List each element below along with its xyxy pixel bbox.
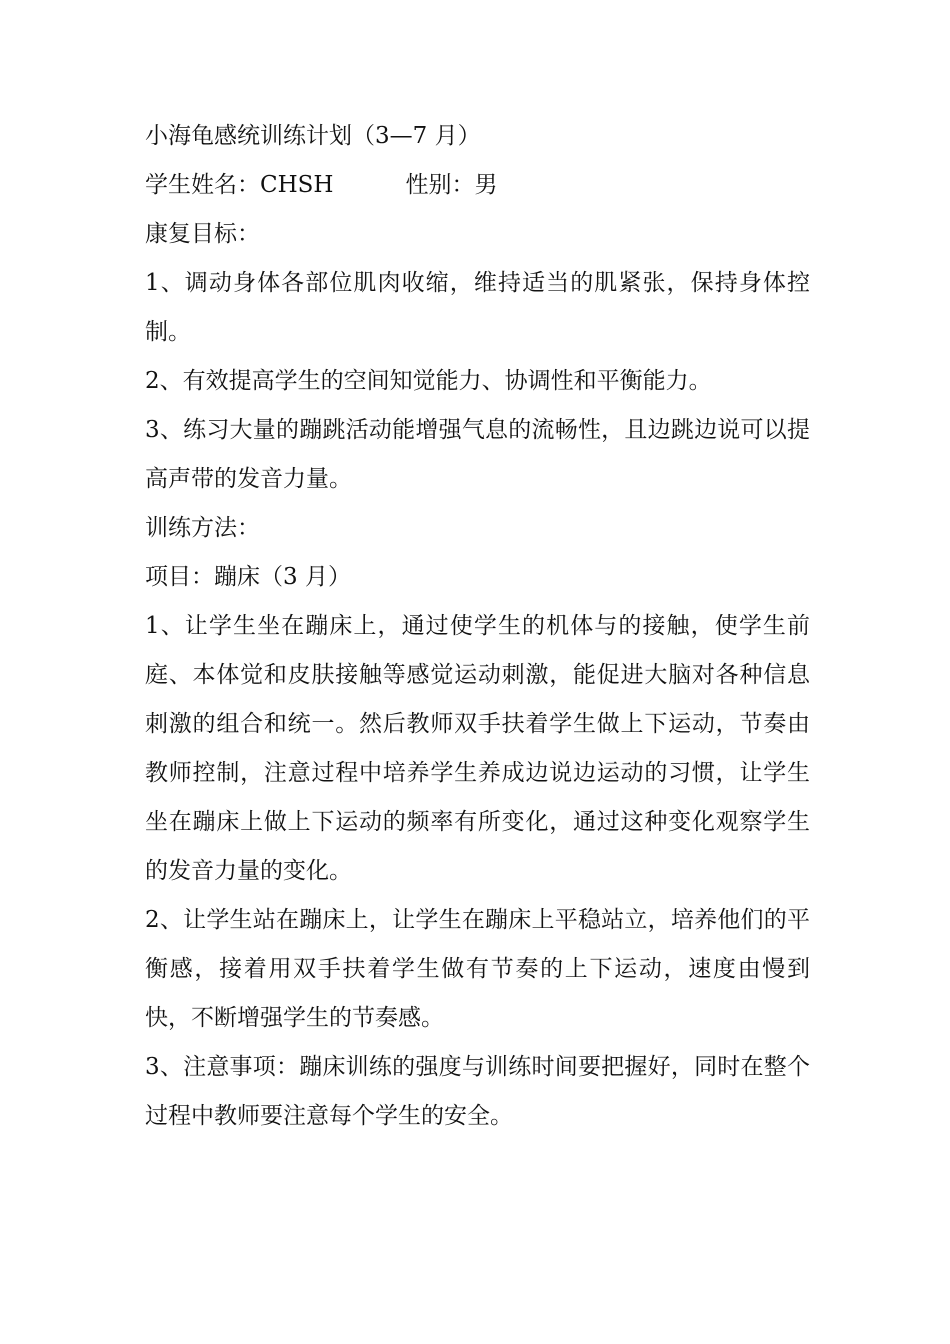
goals-heading: 康复目标： [145, 221, 260, 247]
method-step: 2、让学生站在蹦床上，让学生在蹦床上平稳站立，培养他们的平衡感，接着用双手扶着学生做有节奏的上下运动，速度由慢到快，不断增强学生的节奏感。 [145, 907, 810, 1031]
project-title: 项目：蹦床（3 月） [145, 564, 351, 590]
document-body [145, 112, 810, 1141]
goal-item: 3、练习大量的蹦跳活动能增强气息的流畅性，且边跳边说可以提高声带的发音力量。 [145, 417, 810, 492]
goal-item: 2、有效提高学生的空间知觉能力、协调性和平衡能力。 [145, 368, 712, 394]
goal-item: 1、调动身体各部位肌肉收缩，维持适当的肌紧张，保持身体控制。 [145, 270, 810, 345]
methods-heading: 训练方法： [145, 515, 260, 541]
student-info-row [145, 161, 810, 210]
student-gender: 性别：男 [405, 172, 498, 198]
document-title: 小海龟感统训练计划（3—7 月） [145, 123, 481, 149]
method-step: 3、注意事项：蹦床训练的强度与训练时间要把握好，同时在整个过程中教师要注意每个学生的安全。 [145, 1054, 810, 1129]
method-step: 1、让学生坐在蹦床上，通过使学生的机体与的接触，使学生前庭、本体觉和皮肤接触等感觉运动刺激，能促进大脑对各种信息刺激的组合和统一。然后教师双手扶着学生做上下运动，节奏由教师控制，注意过程中培养学生养成边说边运动的习惯，让学生坐在蹦床上做上下运动的频率有所变化，通过这种变化观察学生的发音力量的变化。 [145, 613, 810, 884]
student-name: 学生姓名：CHSH [145, 172, 334, 198]
